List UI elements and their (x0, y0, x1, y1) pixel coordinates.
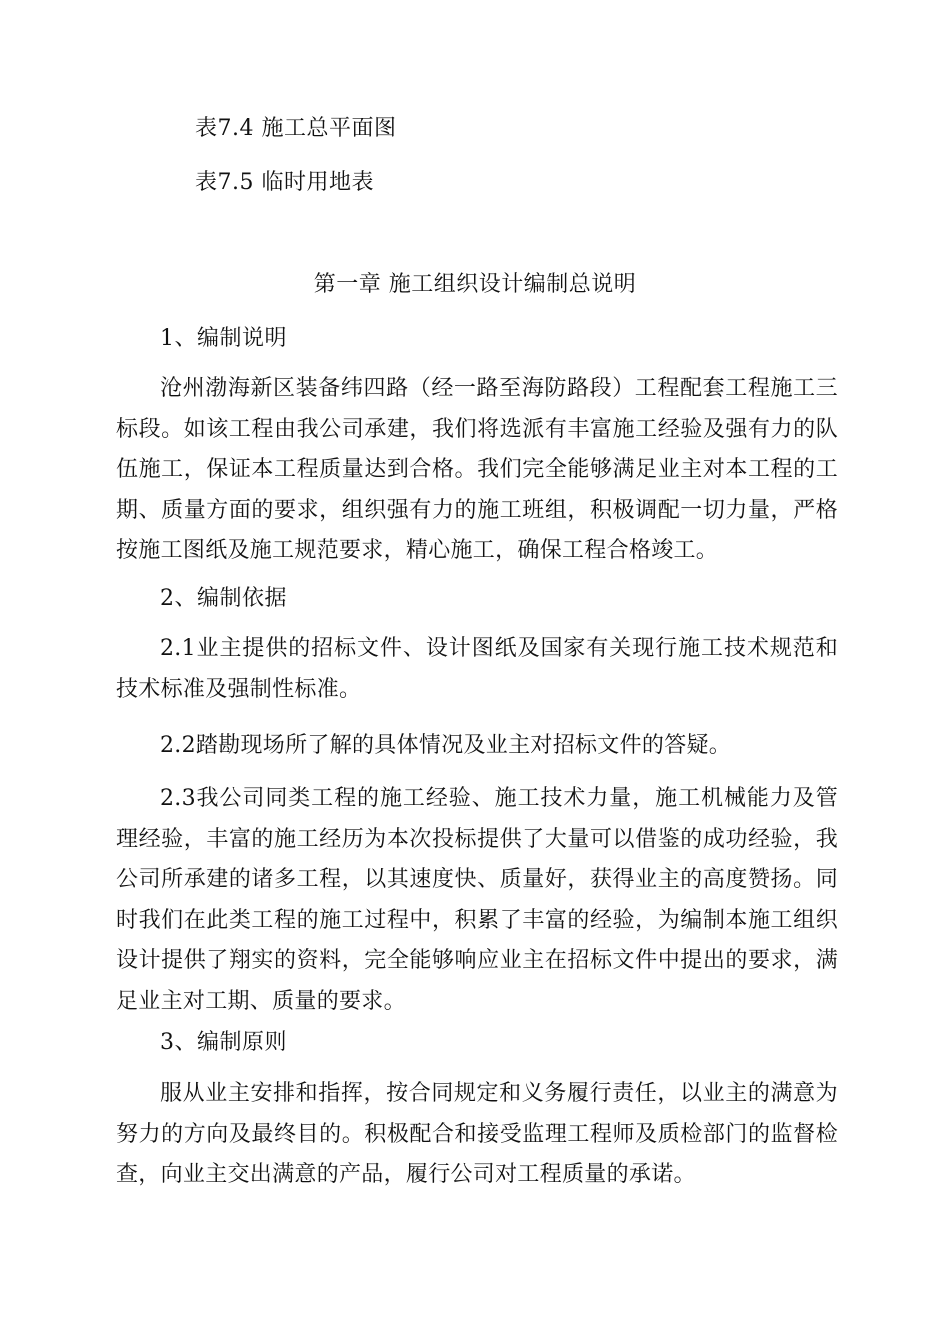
paragraph-principles: 服从业主安排和指挥，按合同规定和义务履行责任，以业主的满意为努力的方向及最终目的。积极配合和接受监理工程师及质检部门的监督检查，向业主交出满意的产品，履行公司对工程质量的承诺。 (116, 1081, 838, 1187)
paragraph-basis-2-2: 2.2踏勘现场所了解的具体情况及业主对招标文件的答疑。 (160, 733, 732, 758)
section-heading-1: 1、编制说明 (160, 326, 287, 351)
section-heading-2: 2、编制依据 (160, 586, 287, 611)
toc-item-table-7-4: 表7.4 施工总平面图 (195, 116, 397, 141)
paragraph-compilation-description: 沧州渤海新区装备纬四路（经一路至海防路段）工程配套工程施工三标段。如该工程由我公司承建，我们将选派有丰富施工经验及强有力的队伍施工，保证本工程质量达到合格。我们完全能够满足业主对本工程的工期、质量方面的要求，组织强有力的施工班组，积极调配一切力量，严格按施工图纸及施工规范要求，精心施工，确保工程合格竣工。 (116, 376, 838, 563)
chapter-title: 第一章 施工组织设计编制总说明 (313, 272, 637, 297)
paragraph-basis-2-1: 2.1业主提供的招标文件、设计图纸及国家有关现行施工技术规范和技术标准及强制性标准。 (116, 636, 838, 702)
paragraph-basis-2-3: 2.3我公司同类工程的施工经验、施工技术力量，施工机械能力及管理经验，丰富的施工经历为本次投标提供了大量可以借鉴的成功经验，我公司所承建的诸多工程，以其速度快、质量好，获得业主的高度赞扬。同时我们在此类工程的施工过程中，积累了丰富的经验，为编制本施工组织设计提供了翔实的资料，完全能够响应业主在招标文件中提出的要求，满足业主对工期、质量的要求。 (116, 786, 838, 1014)
toc-item-table-7-5: 表7.5 临时用地表 (195, 170, 374, 195)
section-heading-3: 3、编制原则 (160, 1030, 287, 1055)
